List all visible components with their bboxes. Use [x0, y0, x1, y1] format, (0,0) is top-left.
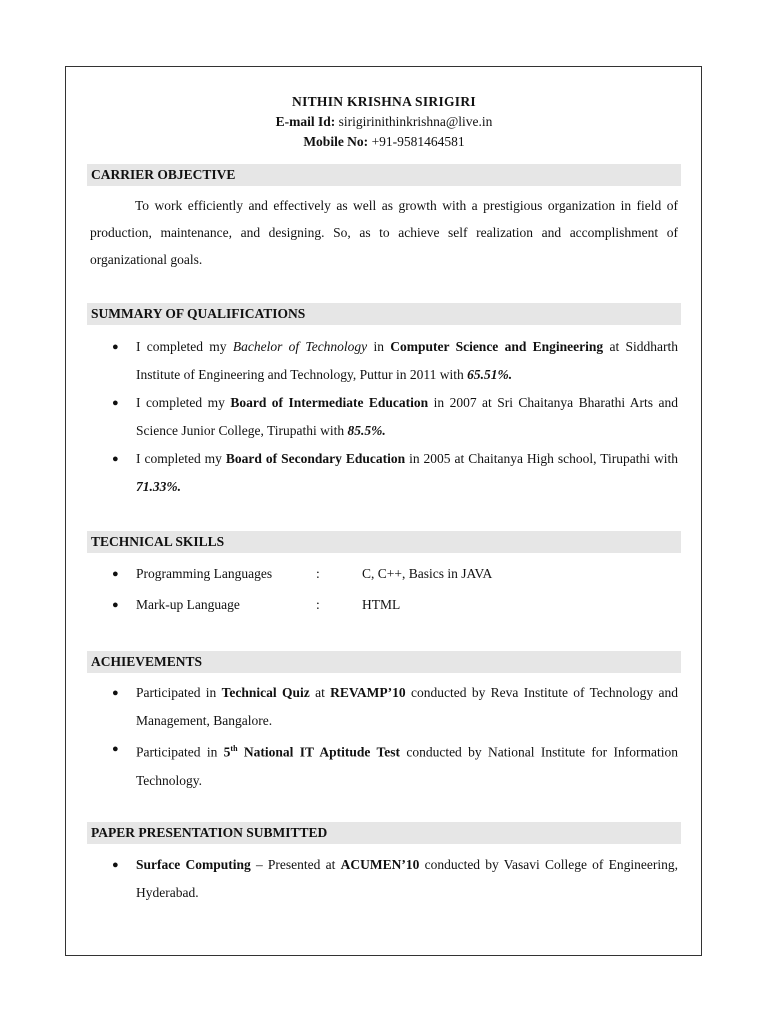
objective-text: To work efficiently and effectively as well as growth with a prestigious organization in field of production, maintenance, and designing. So, as to achieve self realization and accomplishment of organizational goals. — [90, 198, 678, 267]
bullet-icon: ● — [112, 687, 119, 699]
bullet-icon: ● — [112, 599, 119, 611]
section-heading-qualifications: SUMMARY OF QUALIFICATIONS — [87, 303, 681, 325]
papers-list — [90, 851, 678, 907]
list-item: ● Participated in Technical Quiz at REVAMP’10 conducted by Reva Institute of Technology and Management, Bangalore. — [90, 679, 678, 735]
mobile-line — [0, 134, 768, 150]
skill-name: Programming Languages — [136, 566, 273, 581]
candidate-name: NITHIN KRISHNA SIRIGIRI — [292, 94, 476, 109]
list-item: ● Surface Computing – Presented at ACUMEN’10 conducted by Vasavi College of Engineering, Hyderabad. — [90, 851, 678, 907]
email-line — [0, 114, 768, 130]
list-item: ● I completed my Board of Secondary Education in 2005 at Chaitanya High school, Tirupathi with 71.33%. — [90, 445, 678, 501]
qualifications-list — [90, 333, 678, 501]
section-heading-papers: PAPER PRESENTATION SUBMITTED — [87, 822, 681, 844]
bullet-icon: ● — [112, 859, 119, 871]
achievements-list — [90, 679, 678, 795]
skill-value: HTML — [362, 597, 401, 612]
mobile-label: Mobile No: — [303, 134, 369, 149]
bullet-icon: ● — [112, 453, 119, 465]
bullet-icon: ● — [112, 743, 119, 755]
section-heading-achievements: ACHIEVEMENTS — [87, 651, 681, 673]
list-item: ● I completed my Board of Intermediate Education in 2007 at Sri Chaitanya Bharathi Arts and Science Junior College, Tirupathi with 85.5%. — [90, 389, 678, 445]
bullet-icon: ● — [112, 397, 119, 409]
bullet-icon: ● — [112, 568, 119, 580]
skill-value: C, C++, Basics in JAVA — [362, 566, 493, 581]
section-heading-objective: CARRIER OBJECTIVE — [87, 164, 681, 186]
list-item: ● Participated in 5th National IT Aptitude Test conducted by National Institute for Information Technology. — [90, 735, 678, 795]
email-value: sirigirinithinkrishna@live.in — [338, 114, 493, 129]
skill-separator: : — [316, 566, 320, 581]
skill-name: Mark-up Language — [136, 597, 240, 612]
list-item: ● I completed my Bachelor of Technology in Computer Science and Engineering at Siddharth Institute of Engineering and Technology, Puttur in 2011 with 65.51%. — [90, 333, 678, 389]
mobile-value: +91-9581464581 — [371, 134, 465, 149]
email-label: E-mail Id: — [275, 114, 336, 129]
skill-separator: : — [316, 597, 320, 612]
bullet-icon: ● — [112, 341, 119, 353]
section-heading-skills: TECHNICAL SKILLS — [87, 531, 681, 553]
